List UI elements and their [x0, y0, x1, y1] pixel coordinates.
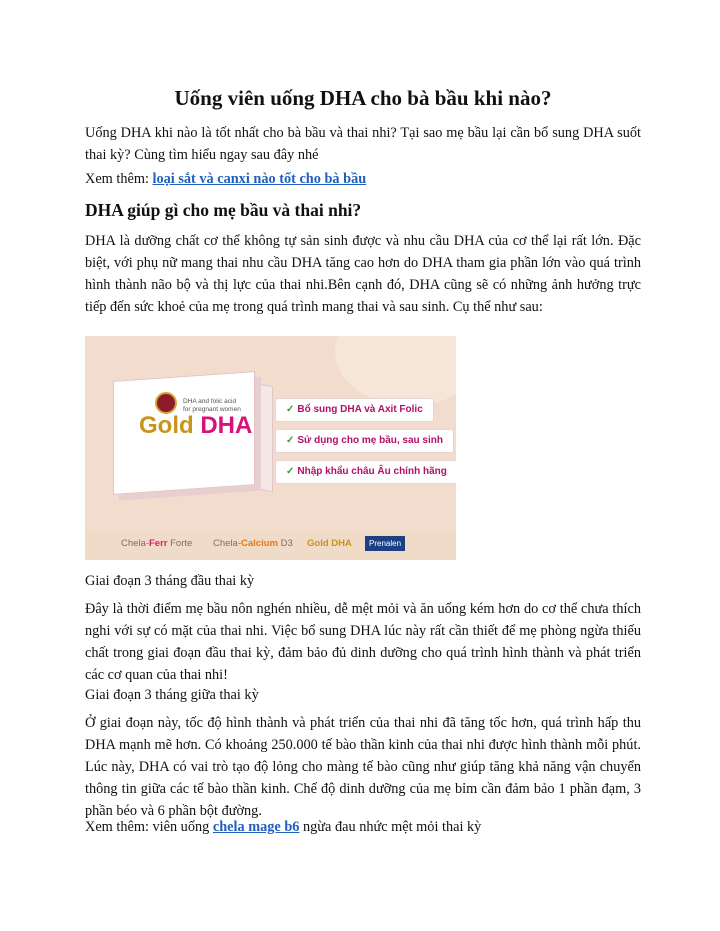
stage2-paragraph: Ở giai đoạn này, tốc độ hình thành và phát triển của thai nhi đã tăng tốc hơn, quá trình hấp thu DHA mạnh mẽ hơn. Có khoảng 250.000 tế bào thần kinh của thai nhi được hình thành mỗi phút. Lúc này, DHA có vai trò tạo độ lỏng cho màng tế bào cũng như giúp tăng khả năng vận chuyển thông tin giữa các tế bào thần kinh. Chế độ dinh dưỡng của mẹ bỉm cần đảm bảo 1 phần đạm, 3 phần béo và 6 phần bột đường. [85, 715, 641, 819]
box-caption: DHA and folic acid for pregnant women [183, 398, 241, 413]
see-more-prefix: Xem thêm: [85, 171, 153, 187]
product-banner-image [85, 336, 456, 560]
product-name-dha: DHA [200, 412, 253, 439]
feature-pill-1 [275, 398, 434, 422]
brand-calcium-bold: Calcium [241, 538, 278, 549]
brand-chela-calcium [213, 538, 293, 549]
brand-chela-ferr [121, 538, 192, 549]
brand-calcium-suffix: D3 [277, 538, 293, 549]
brand-prenalen: Prenalen [365, 536, 405, 551]
section-heading: DHA giúp gì cho mẹ bầu và thai nhi? [85, 200, 362, 220]
brand-ferr-suffix: Forte [167, 538, 193, 549]
section-paragraph: DHA là dưỡng chất cơ thể không tự sản sinh được và nhu cầu DHA của cơ thể lại rất lớn. Đặc biệt, với phụ nữ mang thai nhu cầu DHA tăng cao hơn do DHA tham gia phần lớn vào quá trình hình thành não bộ và thị lực của thai nhi.Bên cạnh đó, DHA cũng sẽ có những ảnh hưởng trực tiếp đến sức khoẻ của mẹ trong quá trình mang thai và sau sinh. Cụ thể như sau: [85, 233, 641, 315]
feature-text-3: Nhập khẩu châu Âu chính hãng [297, 466, 447, 477]
feature-text-2: Sử dụng cho mẹ bầu, sau sinh [297, 435, 443, 446]
check-icon: ✓ [286, 404, 295, 415]
product-name-gold: Gold [139, 412, 194, 439]
see-more-2-suffix: ngừa đau nhức mệt mỏi thai kỳ [299, 819, 482, 835]
see-more-line-2 [85, 816, 641, 838]
stage1-paragraph: Đây là thời điểm mẹ bầu nôn nghén nhiều, dễ mệt mỏi và ăn uống kém hơn do cơ thể chưa thích nghi với sự có mặt của thai nhi. Việc bổ sung DHA lúc này rất cần thiết để mẹ phòng ngừa thiếu chất trong giai đoạn đầu thai kỳ, đảm bảo đủ dinh dưỡng cho quá trình hình thành và phát triển các cơ quan của thai nhi! [85, 601, 641, 683]
see-more-2-prefix: Xem thêm: viên uống [85, 819, 213, 835]
page-title: Uống viên uống DHA cho bà bầu khi nào? [174, 86, 552, 110]
link-iron-calcium[interactable]: loại sắt và canxi nào tốt cho bà bầu [152, 171, 367, 187]
box-seal-icon [155, 392, 177, 414]
banner-bg-shape [335, 336, 456, 406]
link-chela-mage-b6[interactable]: chela mage b6 [212, 819, 300, 835]
brand-ferr-prefix: Chela- [121, 538, 149, 549]
feature-pill-3 [275, 460, 456, 484]
feature-text-1: Bổ sung DHA và Axit Folic [297, 404, 423, 415]
check-icon: ✓ [286, 466, 295, 477]
brand-strip [85, 530, 456, 560]
intro-paragraph: Uống DHA khi nào là tốt nhất cho bà bầu và thai nhi? Tại sao mẹ bầu lại cần bổ sung DHA suốt thai kỳ? Cùng tìm hiểu ngay sau đây nhé [85, 125, 641, 163]
brand-ferr-bold: Ferr [149, 538, 168, 549]
see-more-line-1 [85, 168, 641, 190]
product-name [139, 412, 252, 440]
brand-calcium-prefix: Chela- [213, 538, 241, 549]
check-icon: ✓ [286, 435, 295, 446]
brand-gold-dha: Gold DHA [307, 538, 352, 549]
stage1-heading: Giai đoạn 3 tháng đầu thai kỳ [85, 573, 255, 589]
stage2-heading: Giai đoạn 3 tháng giữa thai kỳ [85, 687, 259, 703]
feature-pill-2 [275, 429, 454, 453]
